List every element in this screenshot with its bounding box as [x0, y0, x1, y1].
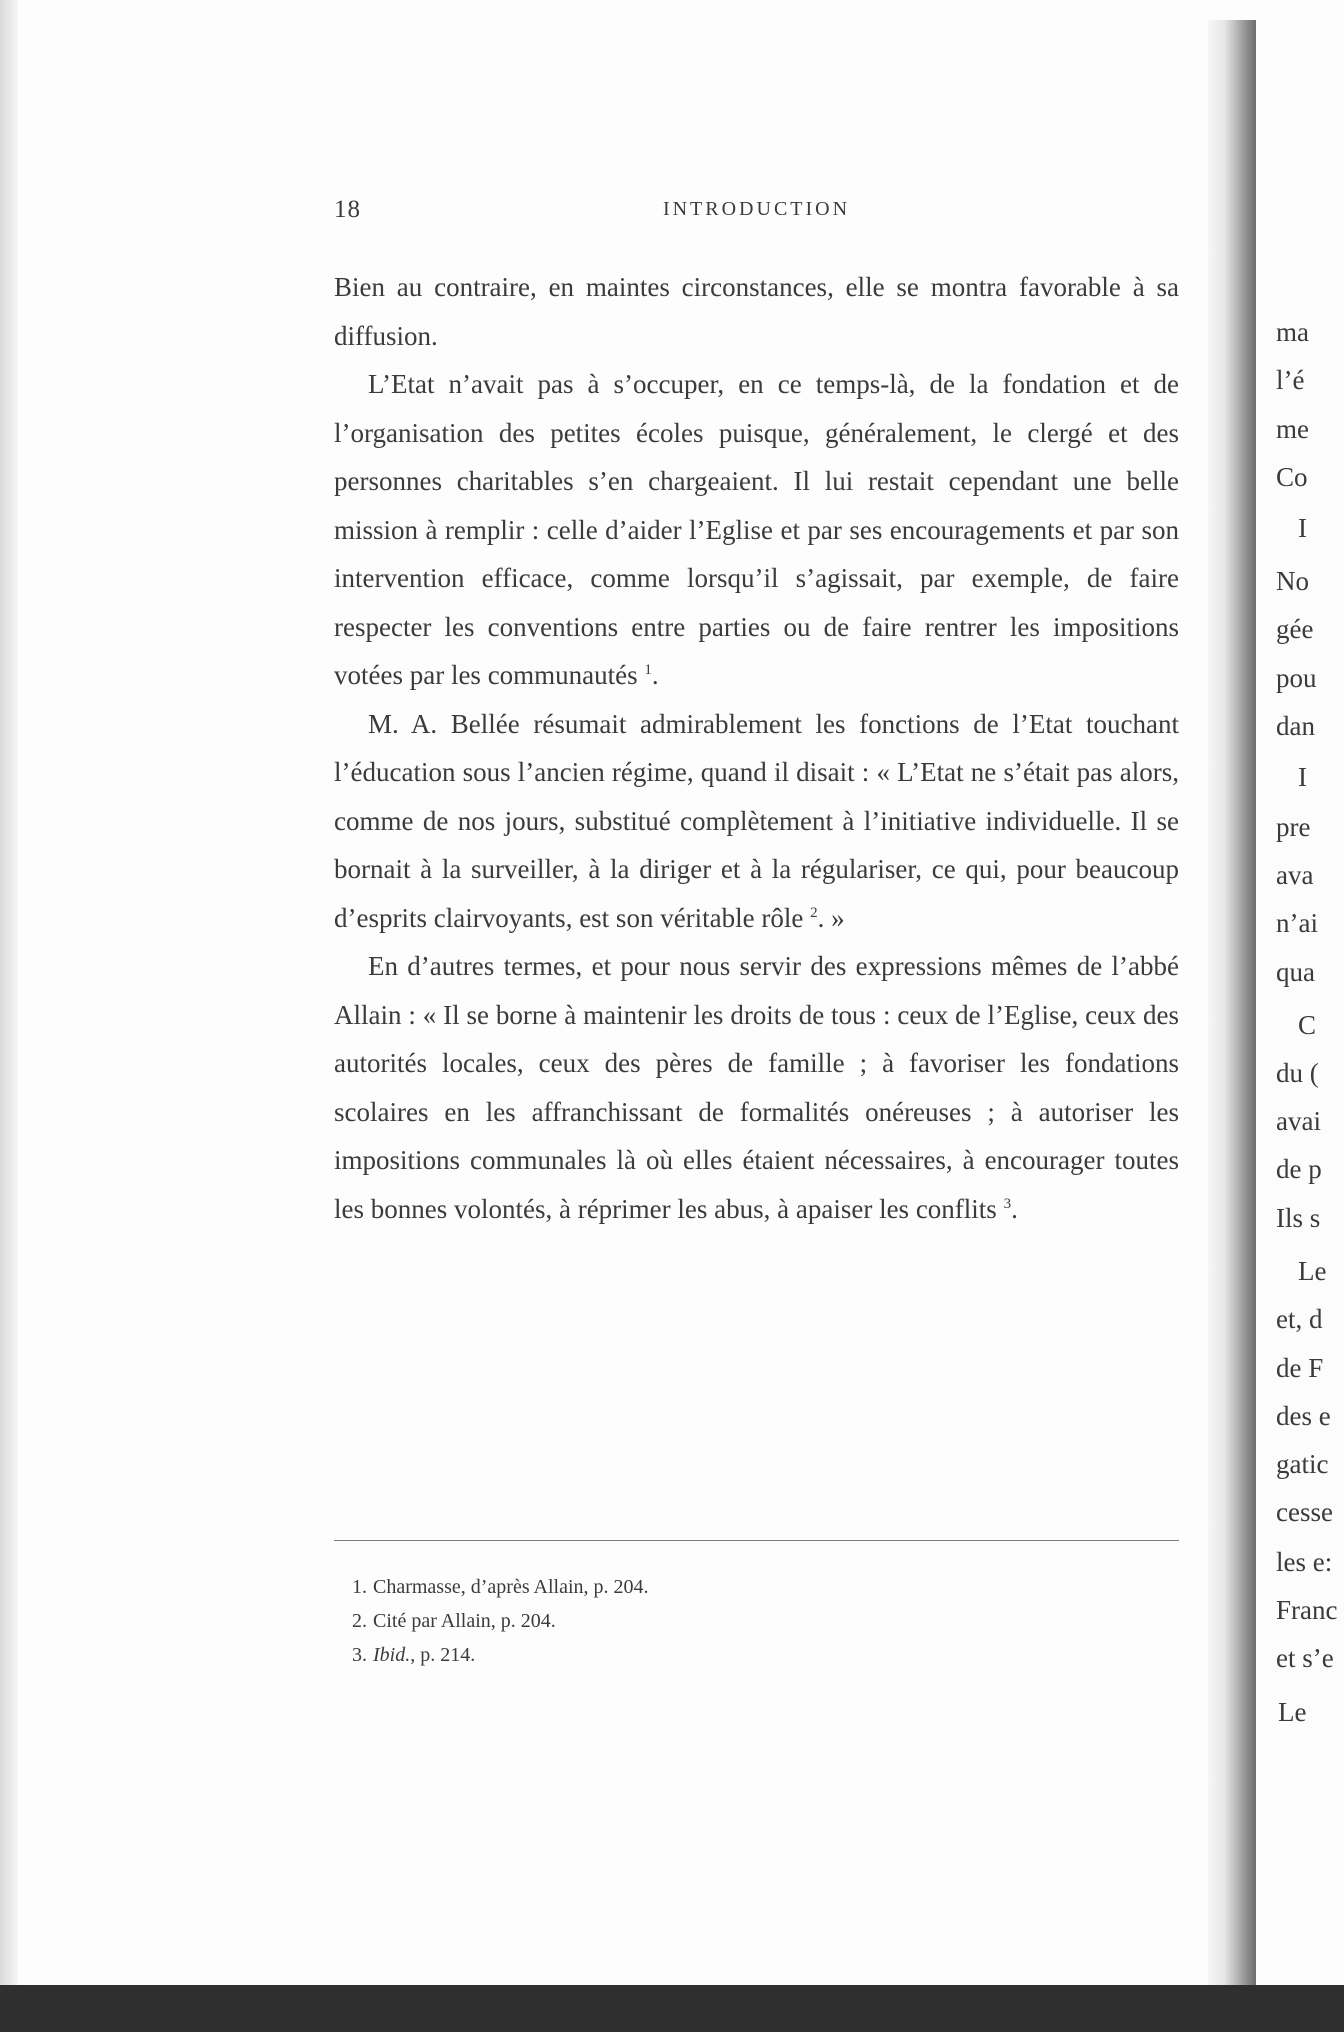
right-page-line: des e [1276, 1401, 1331, 1431]
paragraph-text: Bien au contraire, en maintes circonstances, elle se montra favorable à sa diffusion. [334, 272, 1179, 351]
footnote-ref: 2 [810, 904, 818, 921]
right-page-line: Franc [1276, 1595, 1338, 1625]
right-page-line: l’é [1276, 365, 1305, 395]
footnote [352, 1570, 1172, 1604]
body-text [334, 263, 1179, 1233]
paragraph-text: M. A. Bellée résumait admirablement les fonctions de l’Etat touchant l’éducation sous l’ancien régime, quand il disait : « L’Etat ne s’était pas alors, comme de nos jours, substitué complètement à l’initiative individuelle. Il se bornait à la surveiller, à la diriger et à la régulariser, ce qui, pour beaucoup d’esprits clairvoyants, est son véritable rôle [334, 708, 1179, 933]
right-page-line: cesse [1276, 1497, 1333, 1527]
right-page-line: et, d [1276, 1304, 1323, 1334]
footnote-number: 1. [352, 1576, 367, 1598]
paragraph-tail: . [1011, 1193, 1018, 1224]
right-page-line: gatic [1276, 1449, 1329, 1479]
scan-bottom-edge [0, 1985, 1344, 2032]
paragraph [334, 942, 1179, 1233]
footnote-ref: 3 [1003, 1195, 1012, 1212]
right-page-line: et s’e [1276, 1643, 1334, 1673]
right-page-line: me [1276, 414, 1309, 444]
paragraph [334, 263, 1179, 360]
footnote-text: Charmasse, d’après Allain, p. 204. [373, 1576, 649, 1598]
right-page-line: Co [1276, 462, 1308, 492]
footnote-rule [334, 1540, 1179, 1541]
right-page-line: Le [1298, 1256, 1327, 1286]
paragraph-tail: . » [817, 902, 845, 933]
right-page-line: ava [1276, 860, 1314, 890]
right-page-line: pou [1276, 663, 1317, 693]
running-title: INTRODUCTION [662, 198, 851, 220]
right-page-line: de p [1276, 1154, 1322, 1184]
right-page-line: n’ai [1276, 908, 1318, 938]
footnote-text: , p. 214. [410, 1644, 476, 1666]
paragraph [334, 700, 1179, 943]
right-page-line: I [1298, 513, 1307, 543]
right-page-line: No [1276, 566, 1309, 596]
right-page-line: Le [1278, 1697, 1307, 1727]
footnote-ref: 1 [644, 662, 652, 678]
footnote-italic: Ibid. [373, 1644, 411, 1666]
footnote [352, 1604, 1172, 1638]
right-page-line: du ( [1276, 1058, 1319, 1088]
footnote-number: 2. [352, 1610, 367, 1632]
right-page-line: qua [1276, 957, 1315, 987]
footnote-text: Cité par Allain, p. 204. [373, 1610, 556, 1632]
right-page-line: dan [1276, 711, 1315, 741]
page-left-edge [0, 0, 18, 1985]
right-page [1256, 20, 1344, 1985]
right-page-line: pre [1276, 812, 1311, 842]
right-page-line: les e: [1276, 1547, 1333, 1577]
right-page-line: gée [1276, 614, 1314, 644]
book-gutter [1208, 20, 1256, 1985]
page-header [334, 196, 1179, 226]
paragraph-text: L’Etat n’avait pas à s’occuper, en ce temps-là, de la fondation et de l’organisation des petites écoles puisque, généralement, le clergé et des personnes charitables s’en chargeaient. Il lui restait cependant une belle mission à remplir : celle d’aider l’Eglise et par ses encouragements et par son intervention efficace, comme lorsqu’il s’agissait, par exemple, de faire respecter les conventions entre parties ou de faire rentrer les impositions votées par les communautés [334, 369, 1179, 690]
footnote [352, 1638, 1172, 1672]
paragraph-text: En d’autres termes, et pour nous servir des expressions mêmes de l’abbé Allain : « Il se borne à maintenir les droits de tous : ceux de l’Eglise, ceux des autorités locales, ceux des pères de famille ; à favoriser les fondations scolaires en les affranchissant de formalités onéreuses ; à autoriser les impositions communales là où elles étaient nécessaires, à encourager toutes les bonnes volontés, à réprimer les abus, à apaiser les conflits [334, 951, 1179, 1224]
paragraph [334, 360, 1179, 700]
right-page-line: avai [1276, 1106, 1321, 1136]
footnotes [352, 1570, 1172, 1672]
right-page-line: de F [1276, 1353, 1324, 1383]
right-page-line: C [1298, 1010, 1317, 1040]
footnote-number: 3. [352, 1644, 367, 1666]
right-page-line: I [1298, 762, 1307, 792]
page-number: 18 [334, 196, 361, 223]
paragraph-tail: . [651, 660, 659, 690]
right-page-line: Ils s [1276, 1203, 1321, 1233]
right-page-line: ma [1276, 317, 1309, 347]
